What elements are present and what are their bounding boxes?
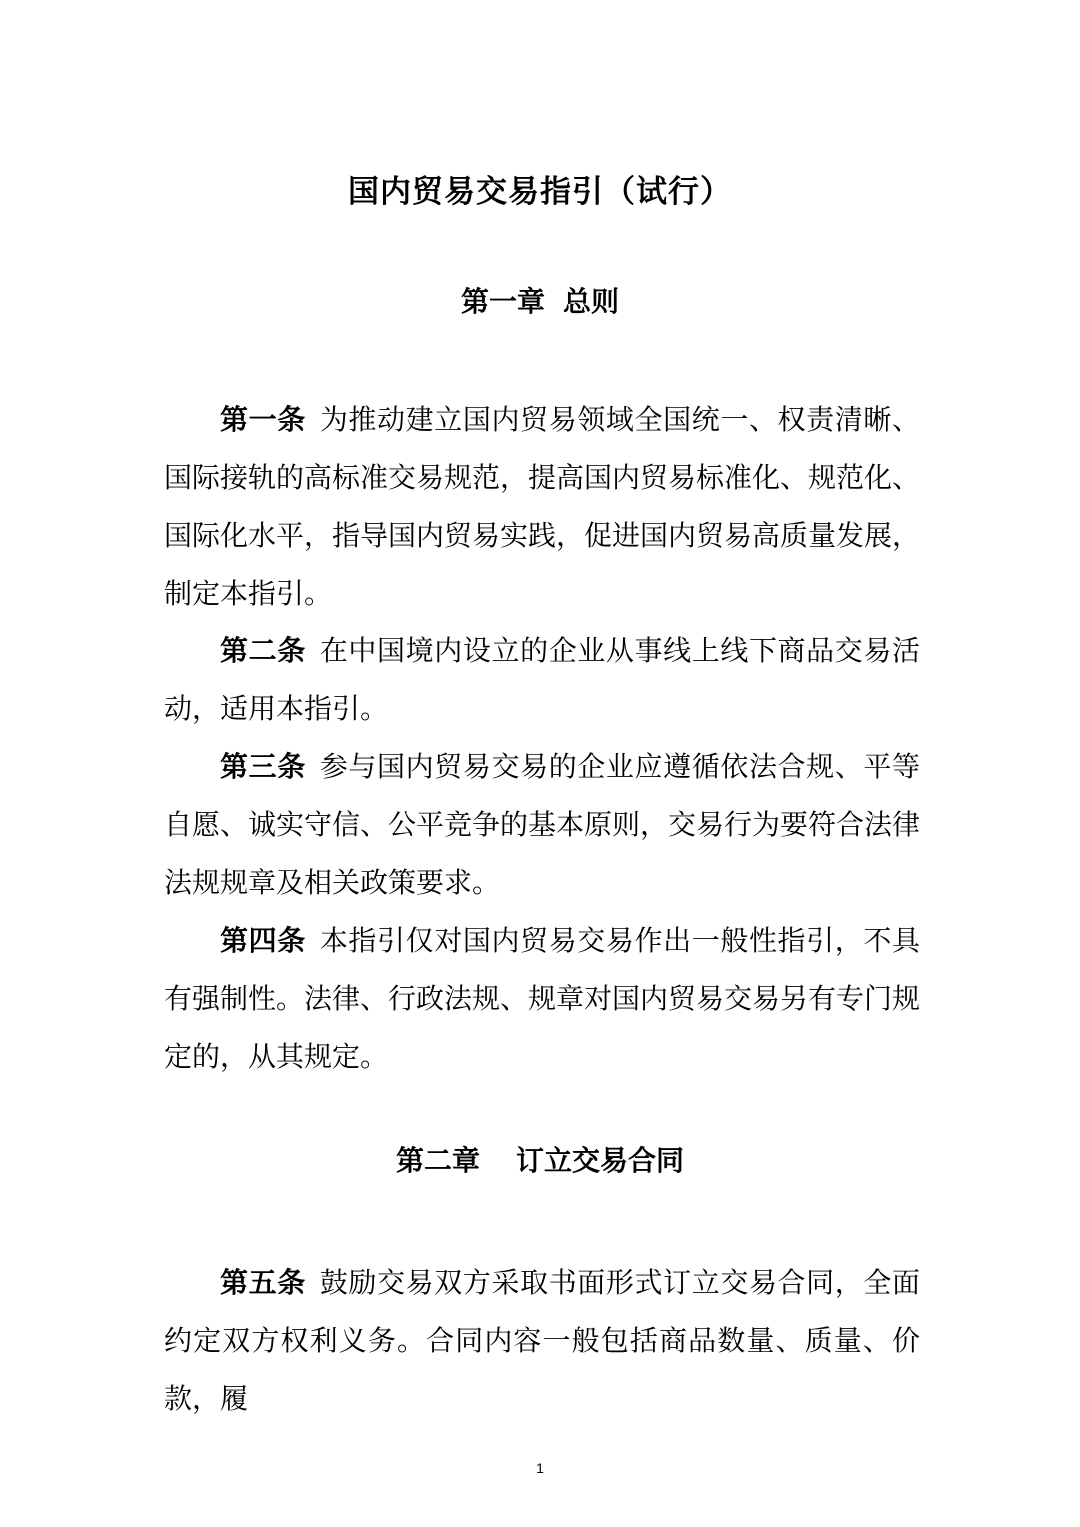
article-text: 参与国内贸易交易的企业应遵循依法合规、平等自愿、诚实守信、公平竞争的基本原则，交易行为要符合法律法规规章及相关政策要求。 xyxy=(164,750,921,899)
article-1 xyxy=(164,391,920,623)
chapter-name: 订立交易合同 xyxy=(516,1144,685,1177)
article-text: 鼓励交易双方采取书面形式订立交易合同，全面约定双方权利义务。合同内容一般包括商品数量、质量、价款，履 xyxy=(164,1266,920,1415)
chapter-number: 第二章 xyxy=(395,1144,480,1177)
article-3 xyxy=(164,738,920,912)
article-text: 本指引仅对国内贸易交易作出一般性指引，不具有强制性。法律、行政法规、规章对国内贸易交易另有专门规定的，从其规定。 xyxy=(164,924,921,1073)
article-label: 第五条 xyxy=(220,1266,306,1299)
article-5 xyxy=(164,1254,920,1428)
article-2 xyxy=(164,622,920,738)
article-text: 为推动建立国内贸易领域全国统一、权责清晰、国际接轨的高标准交易规范，提高国内贸易标准化、规范化、国际化水平，指导国内贸易实践，促进国内贸易高质量发展，制定本指引。 xyxy=(164,403,921,610)
article-4 xyxy=(164,912,920,1086)
chapter-name: 总则 xyxy=(563,285,620,318)
chapter-heading-2 xyxy=(0,1136,1080,1186)
article-label: 第二条 xyxy=(220,634,306,667)
chapter-number: 第一章 xyxy=(460,285,545,318)
document-title: 国内贸易交易指引（试行） xyxy=(348,174,732,210)
chapter-heading-1 xyxy=(0,277,1080,327)
article-text: 在中国境内设立的企业从事线上线下商品交易活动，适用本指引。 xyxy=(164,634,920,725)
article-label: 第一条 xyxy=(220,403,306,436)
article-label: 第四条 xyxy=(220,924,306,957)
article-label: 第三条 xyxy=(220,750,306,783)
page-number: 1 xyxy=(536,1460,544,1476)
